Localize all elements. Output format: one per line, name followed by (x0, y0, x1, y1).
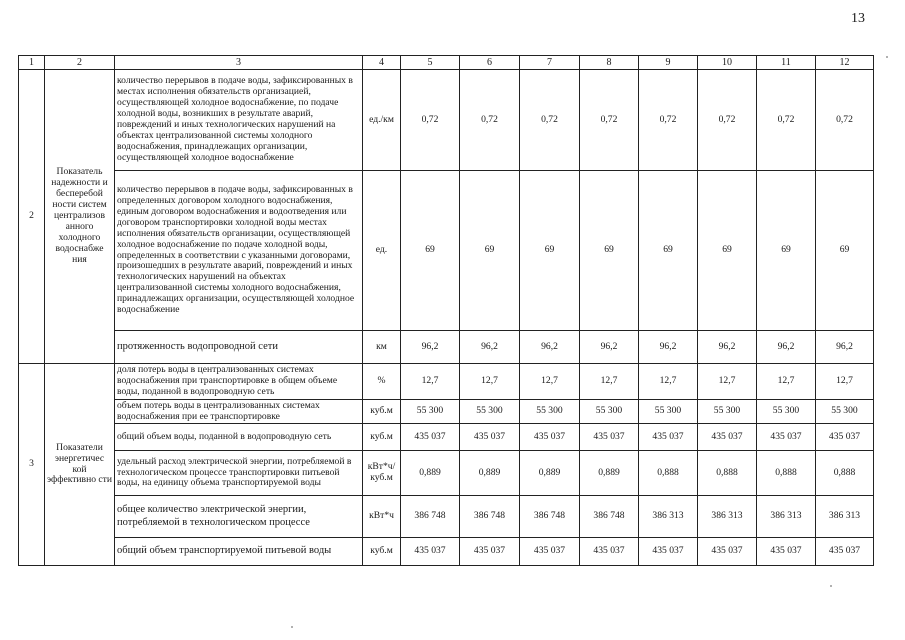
value-cell: 55 300 (460, 400, 520, 424)
value-cell: 55 300 (401, 400, 460, 424)
value-cell: 386 748 (460, 496, 520, 538)
column-header: 8 (580, 56, 639, 70)
value-cell: 12,7 (816, 364, 874, 400)
value-cell: 435 037 (580, 538, 639, 566)
scan-speck (291, 626, 293, 628)
group-name: Показатель надежности и бесперебой ности систем централизов анного холодного водоснабже ния (45, 70, 115, 364)
value-cell: 386 313 (757, 496, 816, 538)
value-cell: 386 313 (816, 496, 874, 538)
value-cell: 386 313 (639, 496, 698, 538)
column-header: 11 (757, 56, 816, 70)
value-cell: 0,888 (639, 451, 698, 496)
value-cell: 386 748 (520, 496, 580, 538)
unit-cell: кВт*ч/куб.м (363, 451, 401, 496)
value-cell: 69 (580, 171, 639, 331)
value-cell: 96,2 (580, 331, 639, 364)
column-header: 5 (401, 56, 460, 70)
value-cell: 435 037 (639, 424, 698, 451)
column-header: 12 (816, 56, 874, 70)
indicator-description: объем потерь воды в централизованных системах водоснабжения при ее транспортировке (115, 400, 363, 424)
column-header: 3 (115, 56, 363, 70)
value-cell: 12,7 (698, 364, 757, 400)
value-cell: 435 037 (698, 424, 757, 451)
value-cell: 386 313 (698, 496, 757, 538)
column-header: 6 (460, 56, 520, 70)
value-cell: 96,2 (401, 331, 460, 364)
column-header: 9 (639, 56, 698, 70)
value-cell: 12,7 (580, 364, 639, 400)
value-cell: 96,2 (757, 331, 816, 364)
indicator-description: протяженность водопроводной сети (115, 331, 363, 364)
value-cell: 0,72 (580, 70, 639, 171)
value-cell: 55 300 (580, 400, 639, 424)
column-header: 7 (520, 56, 580, 70)
unit-cell: ед. (363, 171, 401, 331)
column-header: 1 (19, 56, 45, 70)
value-cell: 69 (816, 171, 874, 331)
scan-speck (886, 56, 888, 58)
value-cell: 96,2 (698, 331, 757, 364)
unit-cell: км (363, 331, 401, 364)
unit-cell: % (363, 364, 401, 400)
column-header: 10 (698, 56, 757, 70)
value-cell: 55 300 (757, 400, 816, 424)
value-cell: 435 037 (757, 424, 816, 451)
table-row (19, 538, 874, 566)
value-cell: 69 (698, 171, 757, 331)
value-cell: 0,888 (757, 451, 816, 496)
value-cell: 69 (639, 171, 698, 331)
value-cell: 0,889 (460, 451, 520, 496)
value-cell: 0,888 (816, 451, 874, 496)
table-row (19, 400, 874, 424)
value-cell: 12,7 (460, 364, 520, 400)
value-cell: 0,889 (401, 451, 460, 496)
value-cell: 69 (757, 171, 816, 331)
value-cell: 435 037 (460, 538, 520, 566)
indicators-table (18, 55, 874, 566)
value-cell: 0,72 (520, 70, 580, 171)
value-cell: 0,72 (639, 70, 698, 171)
value-cell: 12,7 (757, 364, 816, 400)
value-cell: 96,2 (639, 331, 698, 364)
value-cell: 386 748 (580, 496, 639, 538)
value-cell: 0,72 (816, 70, 874, 171)
indicator-description: доля потерь воды в централизованных системах водоснабжения при транспортировке в общем объеме воды, поданной в водопроводную сеть (115, 364, 363, 400)
value-cell: 435 037 (460, 424, 520, 451)
value-cell: 435 037 (757, 538, 816, 566)
value-cell: 0,889 (520, 451, 580, 496)
value-cell: 0,888 (698, 451, 757, 496)
indicator-description: удельный расход электрической энергии, потребляемой в технологическом процессе транспортировки питьевой воды, на единицу объема транспортируемой воды (115, 451, 363, 496)
table-row (19, 451, 874, 496)
value-cell: 435 037 (520, 538, 580, 566)
group-name: Показатели энергетичес кой эффективно сти (45, 364, 115, 566)
value-cell: 12,7 (639, 364, 698, 400)
group-number: 3 (19, 364, 45, 566)
unit-cell: куб.м (363, 538, 401, 566)
value-cell: 55 300 (520, 400, 580, 424)
value-cell: 0,72 (401, 70, 460, 171)
value-cell: 0,72 (757, 70, 816, 171)
unit-cell: куб.м (363, 400, 401, 424)
page-number: 13 (851, 11, 865, 26)
table-row (19, 424, 874, 451)
value-cell: 12,7 (520, 364, 580, 400)
value-cell: 0,72 (460, 70, 520, 171)
column-header: 2 (45, 56, 115, 70)
value-cell: 96,2 (816, 331, 874, 364)
value-cell: 55 300 (639, 400, 698, 424)
unit-cell: кВт*ч (363, 496, 401, 538)
value-cell: 435 037 (816, 538, 874, 566)
value-cell: 435 037 (520, 424, 580, 451)
header-row (19, 56, 874, 70)
value-cell: 69 (401, 171, 460, 331)
indicator-description: количество перерывов в подаче воды, зафиксированных в местах исполнения обязательств организацией, осуществляющей холодное водоснабжение, по подаче холодной воды, возникших в результате аварий, повреждений и иных технологических нарушений на объектах централизованной системы холодного водоснабжения, принадлежащих организации, осуществляющей холодное водоснабжение (115, 70, 363, 171)
table-row (19, 171, 874, 331)
indicator-description: общее количество электрической энергии, потребляемой в технологическом процессе (115, 496, 363, 538)
value-cell: 0,889 (580, 451, 639, 496)
indicator-description: общий объем воды, поданной в водопроводную сеть (115, 424, 363, 451)
value-cell: 96,2 (520, 331, 580, 364)
unit-cell: ед./км (363, 70, 401, 171)
value-cell: 435 037 (401, 538, 460, 566)
value-cell: 69 (520, 171, 580, 331)
value-cell: 55 300 (816, 400, 874, 424)
column-header: 4 (363, 56, 401, 70)
scan-speck (830, 585, 832, 587)
value-cell: 55 300 (698, 400, 757, 424)
value-cell: 12,7 (401, 364, 460, 400)
group-number: 2 (19, 70, 45, 364)
value-cell: 435 037 (816, 424, 874, 451)
value-cell: 386 748 (401, 496, 460, 538)
table-row (19, 331, 874, 364)
value-cell: 435 037 (401, 424, 460, 451)
value-cell: 0,72 (698, 70, 757, 171)
unit-cell: куб.м (363, 424, 401, 451)
table-row (19, 496, 874, 538)
table-row (19, 70, 874, 171)
value-cell: 435 037 (580, 424, 639, 451)
indicator-description: общий объем транспортируемой питьевой воды (115, 538, 363, 566)
value-cell: 69 (460, 171, 520, 331)
indicator-description: количество перерывов в подаче воды, зафиксированных в определенных договором холодного водоснабжения, единым договором водоснабжения и водоотведения или договором транспортировки холодной воды местах исполнения обязательств организации, осуществляющей холодное водоснабжение по подаче холодной воды, определенных в соответствии с указанными договорами, произошедших в результате аварий, повреждений и иных технологических нарушений на объектах централизованной системы холодного водоснабжения, принадлежащих организации, осуществляющей холодное водоснабжение (115, 171, 363, 331)
value-cell: 96,2 (460, 331, 520, 364)
value-cell: 435 037 (698, 538, 757, 566)
value-cell: 435 037 (639, 538, 698, 566)
table-row (19, 364, 874, 400)
